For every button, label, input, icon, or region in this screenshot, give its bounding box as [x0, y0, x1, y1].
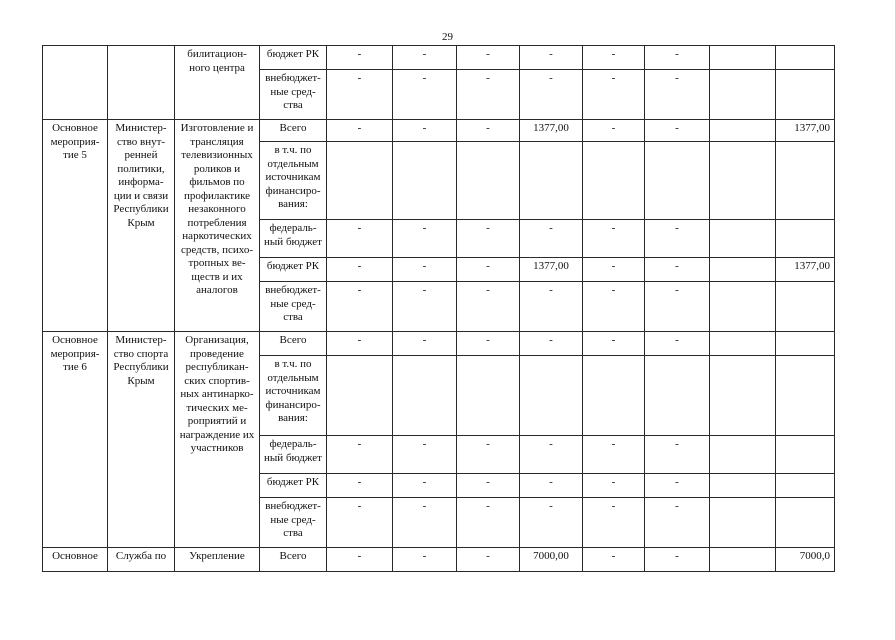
- amount-cell: -: [327, 220, 393, 258]
- amount-cell: -: [327, 282, 393, 332]
- amount-cell: [710, 436, 776, 474]
- amount-cell: [710, 70, 776, 120]
- amount-cell: -: [327, 258, 393, 282]
- amount-cell: -: [645, 436, 710, 474]
- amount-cell: -: [645, 46, 710, 70]
- amount-cell: [583, 142, 645, 220]
- amount-cell: [710, 498, 776, 548]
- amount-cell: [393, 356, 457, 436]
- table-row: [43, 46, 835, 70]
- amount-cell: [710, 548, 776, 572]
- amount-cell: -: [583, 474, 645, 498]
- amount-cell: -: [645, 282, 710, 332]
- amount-cell: -: [393, 70, 457, 120]
- funding-source-cell: бюджет РК: [260, 474, 327, 498]
- table-row: [43, 548, 835, 572]
- amount-cell: [393, 142, 457, 220]
- amount-cell: -: [393, 548, 457, 572]
- executor-cell: Министер-ство спорта Республики Крым: [108, 332, 175, 548]
- amount-cell: -: [393, 220, 457, 258]
- amount-cell: -: [583, 46, 645, 70]
- amount-cell: -: [457, 282, 520, 332]
- amount-cell: [710, 332, 776, 356]
- funding-source-cell: бюджет РК: [260, 258, 327, 282]
- amount-cell: [457, 356, 520, 436]
- total-cell: [776, 220, 835, 258]
- amount-cell: [327, 356, 393, 436]
- amount-cell: [710, 258, 776, 282]
- amount-cell: [645, 142, 710, 220]
- measure-name-cell: Основное мероприя-тие 6: [43, 332, 108, 548]
- amount-cell: -: [645, 70, 710, 120]
- amount-cell: -: [645, 498, 710, 548]
- measure-description-cell: Укрепление: [175, 548, 260, 572]
- funding-source-cell: федераль-ный бюджет: [260, 220, 327, 258]
- amount-cell: -: [520, 46, 583, 70]
- amount-cell: -: [520, 498, 583, 548]
- funding-source-cell: Всего: [260, 548, 327, 572]
- amount-cell: -: [583, 548, 645, 572]
- amount-cell: [520, 356, 583, 436]
- amount-cell: -: [327, 474, 393, 498]
- amount-cell: -: [520, 282, 583, 332]
- amount-cell: -: [457, 258, 520, 282]
- amount-cell: -: [393, 46, 457, 70]
- executor-cell: [108, 46, 175, 120]
- funding-source-cell: внебюджет-ные сред-ства: [260, 70, 327, 120]
- amount-cell: -: [520, 474, 583, 498]
- amount-cell: -: [327, 120, 393, 142]
- page-number: 29: [442, 31, 453, 43]
- amount-cell: -: [393, 474, 457, 498]
- amount-cell: -: [457, 498, 520, 548]
- funding-source-cell: в т.ч. по отдельным источникам финансиро-вания:: [260, 142, 327, 220]
- amount-cell: -: [583, 436, 645, 474]
- amount-cell: -: [583, 332, 645, 356]
- amount-cell: -: [393, 120, 457, 142]
- total-cell: [776, 498, 835, 548]
- total-cell: 7000,0: [776, 548, 835, 572]
- amount-cell: [710, 120, 776, 142]
- amount-cell: -: [583, 220, 645, 258]
- amount-cell: -: [583, 258, 645, 282]
- amount-cell: -: [327, 332, 393, 356]
- measure-name-cell: Основное мероприя-тие 5: [43, 120, 108, 332]
- total-cell: 1377,00: [776, 120, 835, 142]
- table-body: [43, 46, 835, 572]
- measure-description-cell: билитацион-ного центра: [175, 46, 260, 120]
- amount-cell: -: [645, 474, 710, 498]
- amount-cell: -: [457, 436, 520, 474]
- amount-cell: [710, 46, 776, 70]
- measure-description-cell: Изготовление и трансляция телевизионных роликов и фильмов по профилактике незаконного потребления наркотических средств, психо-тропных ве-ществ и их аналогов: [175, 120, 260, 332]
- amount-cell: [583, 356, 645, 436]
- amount-cell: -: [520, 436, 583, 474]
- executor-cell: Министер-ство внут-ренней политики, информа-ции и связи Республики Крым: [108, 120, 175, 332]
- amount-cell: [710, 356, 776, 436]
- amount-cell: -: [645, 548, 710, 572]
- total-cell: [776, 474, 835, 498]
- amount-cell: -: [457, 46, 520, 70]
- amount-cell: -: [393, 258, 457, 282]
- measure-description-cell: Организация, проведение республикан-ских спортив-ных антинарко-тических ме-роприятий и награждение их участников: [175, 332, 260, 548]
- funding-source-cell: Всего: [260, 120, 327, 142]
- amount-cell: -: [520, 220, 583, 258]
- amount-cell: -: [457, 332, 520, 356]
- total-cell: [776, 142, 835, 220]
- funding-source-cell: бюджет РК: [260, 46, 327, 70]
- amount-cell: -: [327, 70, 393, 120]
- amount-cell: 7000,00: [520, 548, 583, 572]
- amount-cell: [710, 474, 776, 498]
- funding-source-cell: в т.ч. по отдельным источникам финансиро-вания:: [260, 356, 327, 436]
- amount-cell: [327, 142, 393, 220]
- amount-cell: -: [583, 70, 645, 120]
- total-cell: 1377,00: [776, 258, 835, 282]
- total-cell: [776, 282, 835, 332]
- total-cell: [776, 332, 835, 356]
- amount-cell: -: [645, 332, 710, 356]
- amount-cell: -: [327, 436, 393, 474]
- amount-cell: -: [457, 220, 520, 258]
- amount-cell: -: [327, 46, 393, 70]
- program-table: [42, 45, 835, 572]
- measure-name-cell: Основное: [43, 548, 108, 572]
- amount-cell: -: [393, 498, 457, 548]
- total-cell: [776, 70, 835, 120]
- amount-cell: [710, 142, 776, 220]
- amount-cell: -: [327, 548, 393, 572]
- amount-cell: [710, 220, 776, 258]
- amount-cell: [457, 142, 520, 220]
- total-cell: [776, 356, 835, 436]
- funding-source-cell: внебюджет-ные сред-ства: [260, 498, 327, 548]
- amount-cell: -: [327, 498, 393, 548]
- amount-cell: 1377,00: [520, 120, 583, 142]
- amount-cell: 1377,00: [520, 258, 583, 282]
- amount-cell: -: [393, 436, 457, 474]
- table-row: [43, 120, 835, 142]
- amount-cell: -: [645, 120, 710, 142]
- amount-cell: -: [457, 474, 520, 498]
- table-row: [43, 332, 835, 356]
- measure-name-cell: [43, 46, 108, 120]
- executor-cell: Служба по: [108, 548, 175, 572]
- amount-cell: -: [583, 120, 645, 142]
- amount-cell: -: [393, 282, 457, 332]
- amount-cell: -: [583, 282, 645, 332]
- amount-cell: -: [520, 332, 583, 356]
- total-cell: [776, 436, 835, 474]
- amount-cell: -: [645, 258, 710, 282]
- amount-cell: -: [457, 70, 520, 120]
- amount-cell: -: [583, 498, 645, 548]
- funding-source-cell: Всего: [260, 332, 327, 356]
- amount-cell: -: [645, 220, 710, 258]
- amount-cell: -: [520, 70, 583, 120]
- amount-cell: [710, 282, 776, 332]
- funding-source-cell: федераль-ный бюджет: [260, 436, 327, 474]
- amount-cell: -: [393, 332, 457, 356]
- total-cell: [776, 46, 835, 70]
- amount-cell: [520, 142, 583, 220]
- amount-cell: [645, 356, 710, 436]
- amount-cell: -: [457, 120, 520, 142]
- amount-cell: -: [457, 548, 520, 572]
- funding-source-cell: внебюджет-ные сред-ства: [260, 282, 327, 332]
